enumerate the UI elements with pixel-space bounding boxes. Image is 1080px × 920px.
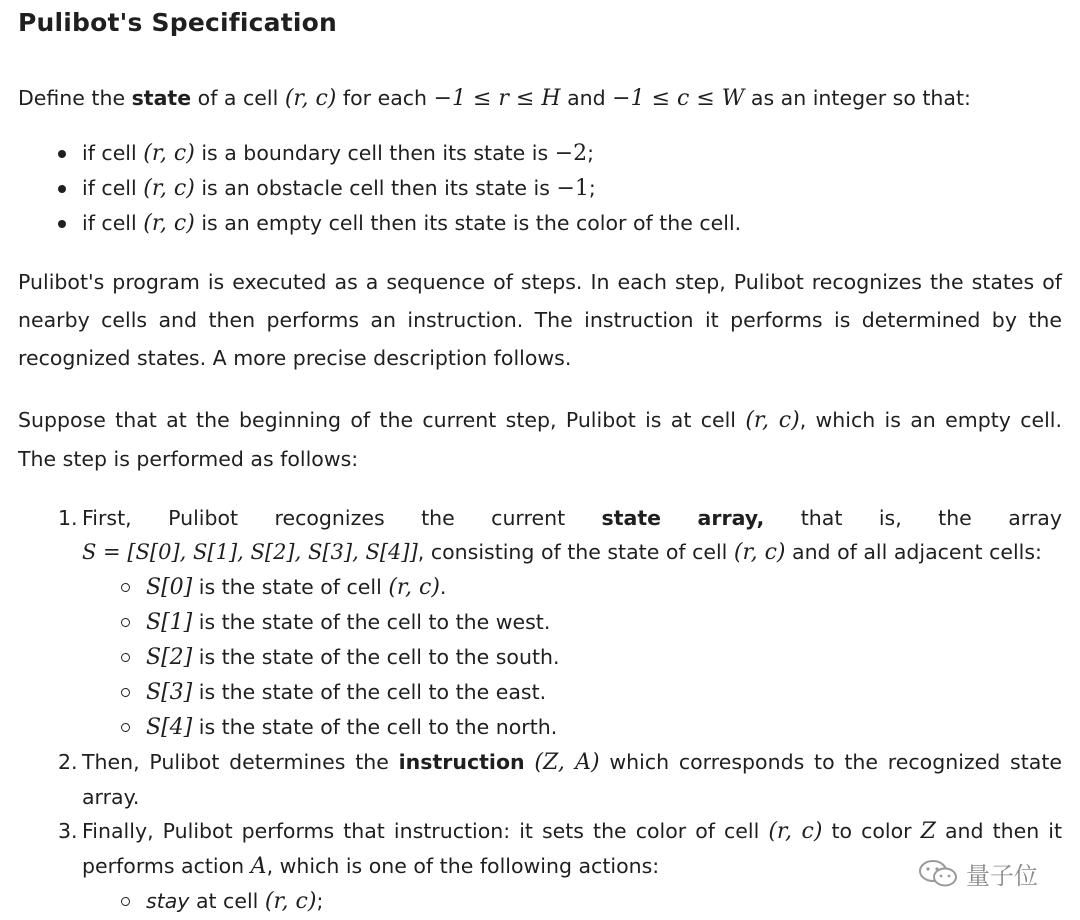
- step-text: and of all adjacent cells:: [785, 540, 1042, 564]
- math-cell-rc: (r, c): [768, 819, 823, 844]
- list-number: 3.: [58, 819, 78, 843]
- bold-array: array: [697, 506, 757, 530]
- paragraph-text: Suppose that at the beginning of the current step, Pulibot is at cell: [18, 408, 746, 432]
- bullet-text: ;: [588, 176, 596, 200]
- math-cell-rc: (r, c): [143, 211, 195, 236]
- word: is,: [878, 506, 902, 530]
- step-text: to color: [822, 819, 921, 843]
- step-text: performs action: [82, 854, 251, 878]
- bullet-text: if cell: [82, 141, 144, 165]
- step2-line2: array.: [82, 785, 140, 809]
- word: that: [800, 506, 843, 530]
- math-cell-rc: (r, c): [143, 141, 195, 166]
- subitem-text: ;: [316, 889, 324, 913]
- math-a: A: [250, 854, 267, 879]
- bullet-text: is an empty cell then its state is the color of the cell.: [194, 211, 742, 235]
- list-item: [18, 814, 1062, 919]
- step-text: , consisting of the state of cell: [417, 540, 734, 564]
- list-item: [82, 640, 1062, 675]
- paragraph-line: The step is performed as follows:: [18, 447, 359, 471]
- math-cell-rc: (r, c): [745, 408, 800, 433]
- intro-paragraph: [18, 79, 1062, 118]
- step-text: Finally, Pulibot performs that instruction: it sets the color of cell: [82, 819, 769, 843]
- math-value: −2: [554, 141, 588, 166]
- bullet-text: if cell: [82, 176, 144, 200]
- paragraph-line: [18, 401, 1062, 440]
- subitem-text: is the state of the cell to the south.: [192, 645, 560, 669]
- intro-text-4: and: [560, 86, 613, 110]
- subitem-text: is the state of the cell to the west.: [192, 610, 551, 634]
- list-item: [18, 171, 1062, 206]
- step1-line1: [82, 501, 1062, 535]
- step2-line1: [82, 745, 1062, 780]
- paragraph-line: recognized states. A more precise description follows.: [18, 346, 572, 370]
- intro-text-3: for each: [336, 86, 434, 110]
- bullet-text: is an obstacle cell then its state is: [194, 176, 557, 200]
- math-cell-rc: (r, c): [143, 176, 195, 201]
- math-s-index: S[4]: [146, 715, 193, 740]
- paragraph-text: , which is an empty cell.: [799, 408, 1062, 432]
- bullet-text: if cell: [82, 211, 144, 235]
- state-array-sublist: [82, 570, 1062, 745]
- subitem-text: is the state of cell: [192, 575, 389, 599]
- list-item: [18, 745, 1062, 814]
- math-s-index: S[3]: [146, 680, 193, 705]
- subitem-text: at cell: [189, 889, 265, 913]
- subitem-text: .: [439, 575, 447, 599]
- comma: ,: [756, 506, 765, 530]
- step-text: and then it: [935, 819, 1062, 843]
- step3-line1: [82, 814, 1062, 849]
- word: current: [491, 506, 566, 530]
- step-text: which corresponds to the recognized state: [599, 750, 1062, 774]
- math-cell-rc: (r, c): [284, 86, 337, 111]
- actions-sublist: [82, 884, 1062, 919]
- word: array: [1008, 506, 1062, 530]
- list-item: [18, 136, 1062, 171]
- math-s-index: S[2]: [146, 645, 193, 670]
- math-cell-rc: (r, c): [388, 575, 440, 600]
- intro-text-2: of a cell: [191, 86, 285, 110]
- watermark: [918, 856, 1038, 891]
- bold-instruction: instruction: [398, 750, 525, 774]
- bullet-text: is a boundary cell then its state is: [194, 141, 555, 165]
- subitem-text: is the state of the cell to the north.: [192, 715, 558, 739]
- wechat-icon: [918, 859, 960, 889]
- action-stay: stay: [146, 889, 190, 913]
- watermark-text: 量子位: [966, 862, 1038, 890]
- math-cell-rc: (r, c): [264, 889, 317, 914]
- list-item: [82, 605, 1062, 640]
- subitem-text: is the state of the cell to the east.: [192, 680, 547, 704]
- math-value: −1: [556, 176, 589, 201]
- paragraph-line: Pulibot's program is executed as a sequence of steps. In each step, Pulibot recognizes the states of: [18, 270, 1062, 294]
- list-item: [18, 501, 1062, 745]
- list-item: [82, 570, 1062, 605]
- word: the: [421, 506, 455, 530]
- list-item: [82, 884, 1062, 919]
- step1-line2: [82, 535, 1062, 570]
- steps-list: [18, 501, 1062, 919]
- program-paragraph: [18, 263, 1062, 377]
- paragraph-line: nearby cells and then performs an instruction. The instruction it performs is determined by the: [18, 308, 1062, 332]
- math-instruction-za: (Z, A): [534, 750, 600, 775]
- intro-text-1: Define the: [18, 86, 132, 110]
- math-s-index: S[0]: [146, 575, 193, 600]
- list-number: 2.: [58, 750, 78, 774]
- step-text: , which is one of the following actions:: [266, 854, 660, 878]
- word: recognizes: [274, 506, 385, 530]
- math-z: Z: [920, 819, 936, 844]
- math-cell-rc: (r, c): [733, 540, 786, 565]
- state-bullet-list: [18, 136, 1062, 241]
- document-page: [18, 0, 1062, 919]
- step-paragraph: [18, 401, 1062, 478]
- word: the: [938, 506, 972, 530]
- list-number: 1.: [58, 506, 78, 530]
- space: [525, 750, 535, 774]
- list-item: [18, 206, 1062, 241]
- step-text: Then, Pulibot determines the: [82, 750, 399, 774]
- list-item: [82, 710, 1062, 745]
- intro-text-5: as an integer so that:: [744, 86, 971, 110]
- math-state-array: S = [S[0], S[1], S[2], S[3], S[4]]: [82, 540, 418, 564]
- word: First,: [82, 506, 132, 530]
- math-c-range: −1 ≤ c ≤ W: [612, 86, 745, 111]
- intro-bold-state: state: [131, 86, 192, 110]
- math-s-index: S[1]: [146, 610, 193, 635]
- step3-line2: [82, 849, 1062, 884]
- word: Pulibot: [168, 506, 239, 530]
- list-item: [82, 675, 1062, 710]
- math-r-range: −1 ≤ r ≤ H: [433, 86, 561, 111]
- bold-state: state: [601, 506, 662, 530]
- bullet-text: ;: [587, 141, 595, 165]
- page-title: Pulibot's Specification: [18, 8, 337, 37]
